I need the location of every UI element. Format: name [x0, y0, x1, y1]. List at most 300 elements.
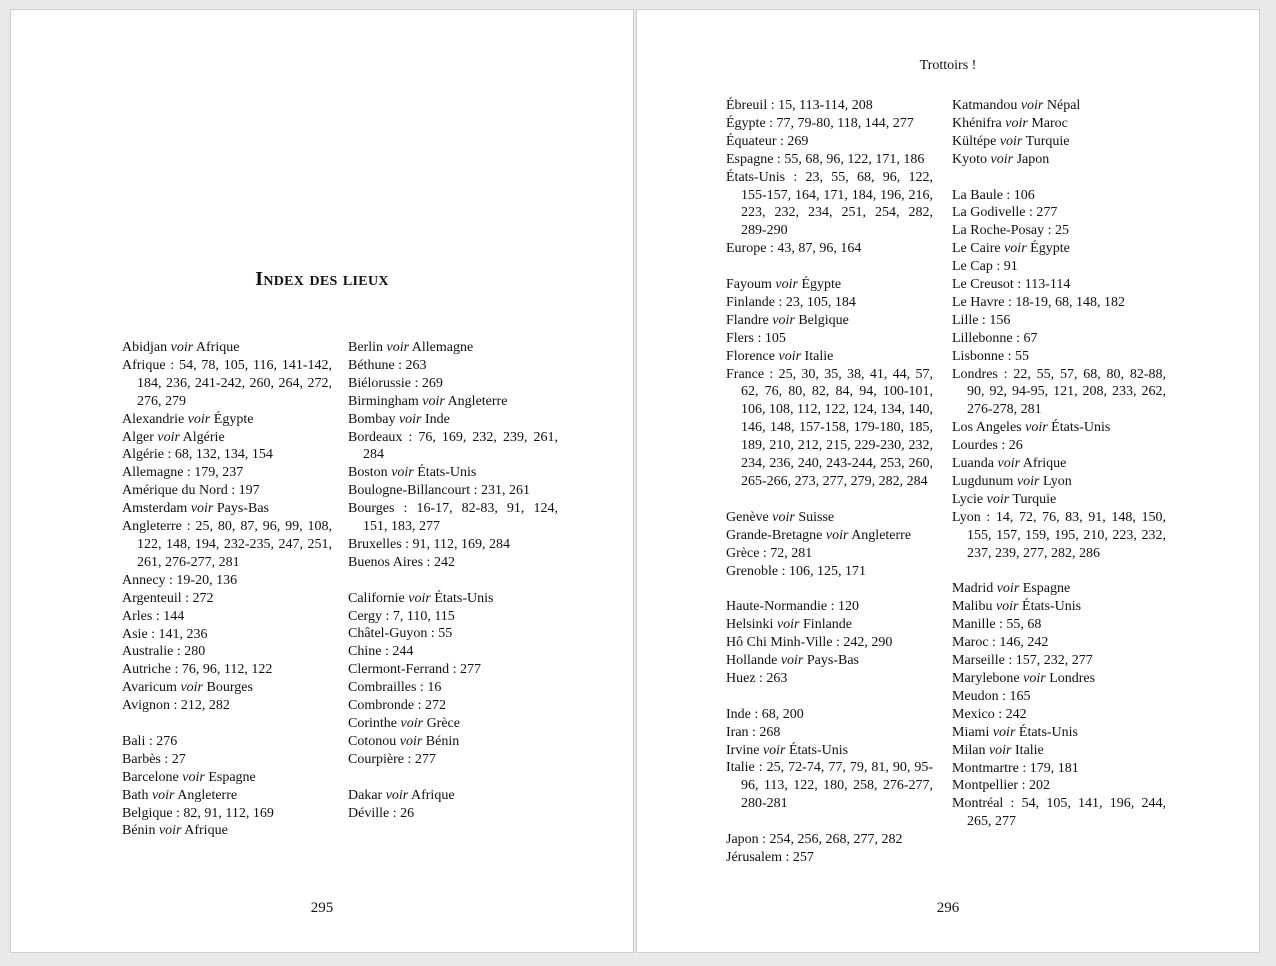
index-entry — [348, 339, 558, 357]
see-reference: voir — [778, 348, 802, 364]
index-entry-text: Afrique — [1020, 456, 1067, 472]
index-entry — [348, 661, 558, 679]
see-reference: voir — [997, 456, 1021, 472]
index-entry-text: Avignon : 212, 282 — [122, 698, 230, 714]
see-reference: voir — [772, 509, 795, 525]
index-letter-group — [348, 787, 558, 823]
index-entry-text: Inde : 68, 200 — [726, 706, 804, 722]
index-entry-text: Algérie — [179, 429, 225, 445]
left-page — [10, 9, 634, 953]
index-entry-text: Suisse — [794, 509, 835, 525]
index-entry-text: Irvine — [726, 742, 763, 758]
index-entry-text: États-Unis — [1047, 420, 1111, 436]
index-entry — [726, 652, 933, 670]
index-entry — [952, 187, 1166, 205]
right-page-column-1 — [726, 97, 933, 885]
index-entry-text: Boulogne-Billancourt : 231, 261 — [348, 483, 530, 499]
index-entry-text: Iran : 268 — [726, 724, 781, 740]
index-entry-text: Lille : 156 — [952, 312, 1011, 328]
index-entry-text: Bombay — [348, 411, 399, 427]
index-entry-text: Lycie — [952, 491, 987, 507]
index-entry — [952, 151, 1166, 169]
index-entry-text: Japon : 254, 256, 268, 277, 282 — [726, 832, 903, 848]
index-entry — [122, 482, 332, 500]
left-page-column-1 — [122, 339, 332, 858]
index-entry — [952, 258, 1166, 276]
index-entry-text: Autriche : 76, 96, 112, 122 — [122, 662, 273, 678]
index-entry — [952, 222, 1166, 240]
see-reference: voir — [780, 653, 804, 669]
index-entry-text: Le Caire — [952, 241, 1005, 257]
index-entry — [348, 357, 558, 375]
index-entry — [726, 509, 933, 527]
index-letter-group — [726, 598, 933, 688]
index-entry — [348, 787, 558, 805]
index-entry — [726, 742, 933, 760]
see-reference: voir — [187, 411, 211, 427]
index-entry-text: La Godivelle : 277 — [952, 205, 1058, 221]
index-entry-text: Égypte — [1026, 241, 1070, 257]
index-entry-text: Corinthe — [348, 716, 401, 732]
index-letter-group — [726, 97, 933, 258]
index-entry-text: Équateur : 269 — [726, 133, 809, 149]
see-reference: voir — [422, 393, 445, 409]
index-entry-text: Buenos Aires : 242 — [348, 554, 455, 570]
index-entry — [952, 455, 1166, 473]
index-entry — [122, 429, 332, 447]
index-entry-text: Châtel-Guyon : 55 — [348, 626, 453, 642]
index-entry-text: Clermont-Ferrand : 277 — [348, 662, 481, 678]
index-entry — [348, 554, 558, 572]
index-letter-group — [726, 706, 933, 813]
right-page-column-2 — [952, 97, 1166, 849]
index-entry-text: Lisbonne : 55 — [952, 348, 1029, 364]
index-entry-text: Afrique — [408, 787, 455, 803]
index-entry — [952, 330, 1166, 348]
see-reference: voir — [1020, 98, 1044, 113]
index-entry-text: Pays-Bas — [803, 653, 860, 669]
see-reference: voir — [1004, 241, 1027, 257]
index-entry — [726, 849, 933, 867]
index-entry — [726, 294, 933, 312]
index-entry-text: Abidjan — [122, 340, 171, 355]
see-reference: voir — [776, 617, 800, 633]
index-entry-text: Cergy : 7, 110, 115 — [348, 608, 455, 624]
index-entry-text: Annecy : 19-20, 136 — [122, 572, 238, 588]
index-entry-text: Chine : 244 — [348, 644, 414, 660]
index-entry — [122, 339, 332, 357]
see-reference: voir — [157, 429, 180, 445]
index-title: Index des lieux — [255, 268, 389, 290]
index-entry — [952, 419, 1166, 437]
index-entry-text: Helsinki — [726, 617, 777, 633]
index-entry-text: États-Unis — [1018, 599, 1082, 615]
index-entry-text: États-Unis — [785, 742, 849, 758]
see-reference: voir — [151, 787, 175, 803]
index-entry — [952, 240, 1166, 258]
index-entry — [726, 616, 933, 634]
index-entry-text: Pays-Bas — [213, 501, 270, 517]
right-page — [636, 9, 1260, 953]
index-entry — [726, 545, 933, 563]
index-entry — [952, 706, 1166, 724]
index-entry — [952, 491, 1166, 509]
see-reference: voir — [995, 599, 1019, 615]
index-entry — [726, 133, 933, 151]
see-reference: voir — [1023, 670, 1046, 686]
index-entry-text: Miami — [952, 724, 993, 740]
see-reference: voir — [408, 590, 431, 606]
index-entry-text: Bénin — [422, 733, 460, 749]
index-entry-text: Le Creusot : 113-114 — [952, 277, 1071, 293]
index-entry-text: Maroc : 146, 242 — [952, 635, 1049, 651]
index-entry-text: Ébreuil : 15, 113-114, 208 — [726, 98, 873, 113]
index-entry — [952, 634, 1166, 652]
index-entry-text: Haute-Normandie : 120 — [726, 599, 859, 615]
index-entry-text: Lourdes : 26 — [952, 438, 1023, 454]
index-entry — [952, 366, 1166, 420]
index-entry-text: Montréal : 54, 105, 141, 196, 244, 265, 277 — [952, 796, 1166, 830]
index-entry — [726, 276, 933, 294]
index-entry — [348, 464, 558, 482]
index-entry — [122, 590, 332, 608]
index-entry — [122, 643, 332, 661]
index-entry-text: Manille : 55, 68 — [952, 617, 1042, 633]
index-entry — [952, 652, 1166, 670]
index-letter-group — [726, 831, 933, 867]
index-entry-text: Malibu — [952, 599, 996, 615]
index-entry-text: La Roche-Posay : 25 — [952, 223, 1070, 239]
index-entry — [952, 616, 1166, 634]
index-entry — [122, 500, 332, 518]
index-entry-text: Italie — [1011, 742, 1044, 758]
see-reference: voir — [391, 465, 414, 481]
index-entry — [952, 688, 1166, 706]
see-reference: voir — [996, 581, 1020, 597]
index-entry-text: Barbès : 27 — [122, 751, 186, 767]
index-entry-text: Montpellier : 202 — [952, 778, 1050, 794]
index-entry — [726, 527, 933, 545]
index-entry — [348, 429, 558, 465]
index-entry — [122, 751, 332, 769]
index-entry-text: Birmingham — [348, 393, 423, 409]
index-entry-text: Marylebone — [952, 670, 1024, 686]
index-entry-text: Mexico : 242 — [952, 706, 1027, 722]
see-reference: voir — [158, 823, 182, 839]
index-entry — [122, 679, 332, 697]
see-reference: voir — [385, 787, 409, 803]
index-entry — [122, 769, 332, 787]
index-entry — [726, 366, 933, 491]
index-entry — [348, 643, 558, 661]
index-entry-text: Combronde : 272 — [348, 698, 446, 714]
see-reference: voir — [988, 742, 1012, 758]
index-entry-text: États-Unis — [413, 465, 477, 481]
index-entry-text: États-Unis : 23, 55, 68, 96, 122, 155-157, 164, 171, 184, 196, 216, 223, 232, 234, 251, 254, 282, 289-290 — [726, 169, 933, 239]
index-entry-text: Grenoble : 106, 125, 171 — [726, 563, 866, 579]
index-entry — [952, 580, 1166, 598]
see-reference: voir — [1016, 474, 1040, 490]
index-entry-text: Grèce — [423, 716, 460, 732]
index-entry-text: Angleterre — [444, 393, 508, 409]
index-entry-text: Japon — [1013, 151, 1050, 167]
see-reference: voir — [386, 340, 410, 355]
index-entry-text: Cotonou — [348, 733, 400, 749]
index-entry — [348, 805, 558, 823]
index-entry — [348, 375, 558, 393]
index-entry-text: Finlande — [799, 617, 853, 633]
index-entry-text: Afrique — [193, 340, 240, 355]
index-entry — [952, 204, 1166, 222]
index-entry-text: Khénifra — [952, 115, 1006, 131]
index-entry-text: Grande-Bretagne — [726, 527, 826, 543]
left-page-column-2 — [348, 339, 558, 840]
see-reference: voir — [775, 277, 798, 293]
index-entry — [122, 661, 332, 679]
index-entry — [952, 724, 1166, 742]
index-entry-text: Italie — [801, 348, 834, 364]
index-entry-text: Déville : 26 — [348, 805, 415, 821]
index-entry-text: Alger — [122, 429, 158, 445]
index-entry — [726, 759, 933, 813]
page-number-right: 296 — [936, 900, 960, 916]
index-entry — [726, 831, 933, 849]
index-entry-text: Algérie : 68, 132, 134, 154 — [122, 447, 273, 463]
index-entry-text: Belgique : 82, 91, 112, 169 — [122, 805, 274, 821]
index-entry — [726, 330, 933, 348]
index-entry-text: Boston — [348, 465, 392, 481]
see-reference: voir — [170, 340, 194, 355]
index-entry — [726, 312, 933, 330]
index-entry-text: Avaricum — [122, 680, 181, 696]
index-entry — [122, 787, 332, 805]
index-entry-text: Angleterre — [174, 787, 238, 803]
index-letter-group — [952, 187, 1166, 563]
index-entry — [952, 777, 1166, 795]
index-entry — [952, 598, 1166, 616]
index-entry — [122, 733, 332, 751]
index-entry — [122, 822, 332, 840]
index-entry-text: Afrique — [181, 823, 228, 839]
index-letter-group — [726, 509, 933, 581]
index-entry — [952, 742, 1166, 760]
index-entry — [348, 625, 558, 643]
index-entry-text: Amérique du Nord : 197 — [122, 483, 260, 499]
index-entry — [726, 169, 933, 241]
index-entry — [348, 715, 558, 733]
index-entry — [348, 411, 558, 429]
index-entry — [122, 805, 332, 823]
index-entry-text: Courpière : 277 — [348, 751, 436, 767]
index-entry-text: Huez : 263 — [726, 670, 788, 686]
index-entry-text: États-Unis — [1015, 724, 1079, 740]
index-entry — [952, 348, 1166, 366]
index-entry-text: Égypte — [797, 277, 842, 293]
index-letter-group — [952, 580, 1166, 831]
index-entry — [952, 509, 1166, 563]
index-entry-text: Bruxelles : 91, 112, 169, 284 — [348, 536, 511, 552]
index-entry-text: Belgique — [794, 312, 849, 328]
running-head: Trottoirs ! — [919, 58, 977, 73]
index-entry-text: Berlin — [348, 340, 387, 355]
index-entry — [348, 751, 558, 769]
index-entry-text: Italie : 25, 72-74, 77, 79, 81, 90, 95-96, 113, 122, 180, 258, 276-277, 280-281 — [726, 760, 933, 812]
index-entry — [726, 706, 933, 724]
index-entry — [726, 634, 933, 652]
index-entry — [726, 151, 933, 169]
index-entry — [122, 518, 332, 572]
index-entry — [348, 500, 558, 536]
index-entry — [952, 795, 1166, 831]
index-entry-text: Égypte — [210, 411, 254, 427]
index-entry-text: Allemagne : 179, 237 — [122, 465, 244, 481]
index-entry — [122, 411, 332, 429]
index-entry-text: Europe : 43, 87, 96, 164 — [726, 241, 862, 257]
index-entry — [726, 97, 933, 115]
index-entry-text: Genève — [726, 509, 773, 525]
index-entry — [348, 679, 558, 697]
index-entry-text: Espagne — [1019, 581, 1071, 597]
see-reference: voir — [182, 769, 205, 785]
index-entry — [952, 97, 1166, 115]
index-entry-text: Lyon : 14, 72, 76, 83, 91, 148, 150, 155, 157, 159, 195, 210, 223, 232, 237, 239, 277, 282, 286 — [952, 509, 1166, 561]
index-entry-text: Kyoto — [952, 151, 991, 167]
index-entry-text: Grèce : 72, 281 — [726, 545, 813, 561]
index-entry — [348, 697, 558, 715]
index-entry-text: Espagne : 55, 68, 96, 122, 171, 186 — [726, 151, 925, 167]
index-entry-text: La Baule : 106 — [952, 187, 1035, 203]
index-letter-group — [122, 733, 332, 840]
index-entry-text: Amsterdam — [122, 501, 191, 517]
index-entry — [122, 608, 332, 626]
index-entry — [952, 670, 1166, 688]
index-entry-text: Espagne — [204, 769, 256, 785]
index-entry-text: Londres — [1045, 670, 1096, 686]
index-entry-text: Kültépe — [952, 133, 1000, 149]
index-entry-text: Bath — [122, 787, 152, 803]
index-entry-text: Inde — [421, 411, 450, 427]
see-reference: voir — [999, 133, 1023, 149]
index-entry — [952, 115, 1166, 133]
index-entry — [952, 294, 1166, 312]
index-entry — [952, 276, 1166, 294]
page-number-left: 295 — [310, 900, 334, 916]
index-entry-text: Le Cap : 91 — [952, 259, 1018, 275]
index-entry — [122, 697, 332, 715]
index-entry-text: Bourges — [203, 680, 253, 696]
see-reference: voir — [762, 742, 786, 758]
index-entry-text: Finlande : 23, 105, 184 — [726, 294, 856, 310]
index-entry — [122, 572, 332, 590]
index-entry-text: Turquie — [1022, 133, 1070, 149]
index-entry-text: Katmandou — [952, 98, 1021, 113]
index-entry-text: Lillebonne : 67 — [952, 330, 1038, 346]
index-entry-text: France : 25, 30, 35, 38, 41, 44, 57, 62, 76, 80, 82, 84, 94, 100-101, 106, 108, 112, 122, 124, 134, 140, 146, 148, 157-158, 179-180, 185, 189, 210, 212, 215, 229-230, 232, 234, 236, 240, 243-244, 253, 260, 265-266, 273, 277, 279, 282, 284 — [726, 366, 933, 490]
index-entry-text: Barcelone — [122, 769, 183, 785]
index-entry-text: Luanda — [952, 456, 998, 472]
index-entry — [348, 608, 558, 626]
index-entry-text: Hollande — [726, 653, 781, 669]
see-reference: voir — [992, 724, 1016, 740]
index-entry-text: Milan — [952, 742, 989, 758]
see-reference: voir — [190, 501, 214, 517]
index-entry-text: Meudon : 165 — [952, 688, 1031, 704]
index-entry-text: Bordeaux : 76, 169, 232, 239, 261, 284 — [348, 429, 558, 463]
index-entry-text: Turquie — [1009, 491, 1057, 507]
index-entry-text: Bénin — [122, 823, 159, 839]
index-letter-group — [726, 276, 933, 491]
index-letter-group — [348, 590, 558, 769]
index-entry-text: Montmartre : 179, 181 — [952, 760, 1079, 776]
index-entry-text: Bali : 276 — [122, 733, 178, 749]
index-entry — [952, 760, 1166, 778]
index-letter-group — [952, 97, 1166, 169]
index-entry — [726, 563, 933, 581]
index-entry-text: Californie — [348, 590, 409, 606]
index-entry-text: Népal — [1043, 98, 1081, 113]
index-entry — [952, 437, 1166, 455]
index-entry — [348, 590, 558, 608]
index-entry-text: Maroc — [1027, 115, 1068, 131]
index-entry — [726, 348, 933, 366]
index-entry-text: Madrid — [952, 581, 997, 597]
index-entry — [122, 626, 332, 644]
index-entry — [726, 670, 933, 688]
index-entry-text: Lyon — [1039, 474, 1072, 490]
index-entry-text: Alexandrie — [122, 411, 188, 427]
index-entry-text: Angleterre : 25, 80, 87, 96, 99, 108, 122, 148, 194, 232-235, 247, 251, 261, 276-277, 281 — [122, 519, 332, 570]
index-entry-text: Angleterre — [848, 527, 912, 543]
index-entry-text: Biélorussie : 269 — [348, 375, 443, 391]
index-entry — [726, 598, 933, 616]
index-entry-text: Égypte : 77, 79-80, 118, 144, 277 — [726, 115, 914, 131]
index-entry-text: Flandre — [726, 312, 773, 328]
index-entry — [122, 357, 332, 411]
index-entry — [122, 446, 332, 464]
index-entry — [726, 724, 933, 742]
index-entry-text: Dakar — [348, 787, 386, 803]
see-reference: voir — [180, 680, 204, 696]
index-entry — [952, 473, 1166, 491]
index-entry — [348, 482, 558, 500]
index-entry-text: Marseille : 157, 232, 277 — [952, 653, 1093, 669]
index-entry — [348, 536, 558, 554]
index-entry-text: Le Havre : 18-19, 68, 148, 182 — [952, 294, 1126, 310]
index-entry-text: États-Unis — [430, 590, 494, 606]
index-entry — [348, 393, 558, 411]
index-entry-text: Londres : 22, 55, 57, 68, 80, 82-88, 90, 92, 94-95, 121, 208, 233, 262, 276-278, 281 — [952, 366, 1166, 418]
see-reference: voir — [399, 733, 423, 749]
index-entry-text: Hô Chi Minh-Ville : 242, 290 — [726, 635, 893, 651]
index-entry-text: Arles : 144 — [122, 608, 185, 624]
see-reference: voir — [1005, 115, 1028, 131]
see-reference: voir — [398, 411, 422, 427]
see-reference: voir — [400, 716, 424, 732]
index-entry-text: Los Angeles — [952, 420, 1026, 436]
index-entry-text: Combrailles : 16 — [348, 680, 442, 696]
index-entry — [726, 115, 933, 133]
see-reference: voir — [1025, 420, 1048, 436]
index-entry-text: Fayoum — [726, 277, 776, 293]
index-entry-text: Argenteuil : 272 — [122, 590, 214, 606]
index-entry-text: Jérusalem : 257 — [726, 849, 814, 865]
index-entry — [952, 312, 1166, 330]
index-entry-text: Lugdunum — [952, 474, 1017, 490]
index-entry-text: Florence — [726, 348, 779, 364]
index-entry-text: Australie : 280 — [122, 644, 206, 660]
index-letter-group — [122, 339, 332, 715]
see-reference: voir — [772, 312, 795, 328]
